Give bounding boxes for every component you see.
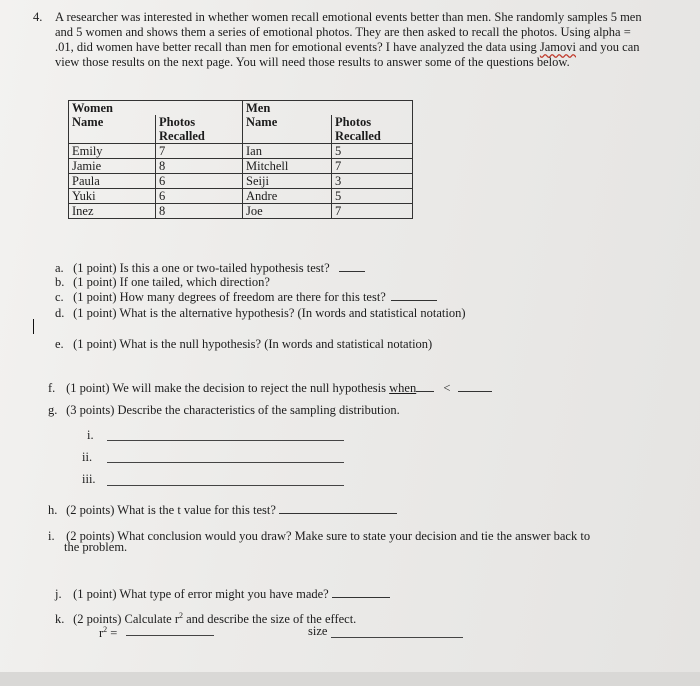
woman-recalled: 6 xyxy=(156,189,243,204)
question-g-iii: iii. xyxy=(82,472,96,486)
header-empty-1 xyxy=(156,101,243,116)
answer-blank-f2[interactable] xyxy=(458,381,492,392)
question-a: a. (1 point) Is this a one or two-tailed hypothesis test? xyxy=(55,261,365,276)
man-name: Ian xyxy=(243,144,332,159)
woman-recalled: 8 xyxy=(156,204,243,219)
answer-blank-a[interactable] xyxy=(339,261,365,272)
answer-line-g-iii[interactable] xyxy=(107,485,344,486)
man-recalled: 5 xyxy=(332,144,413,159)
table-row xyxy=(69,189,413,204)
table-row xyxy=(69,144,413,159)
man-recalled: 3 xyxy=(332,174,413,189)
man-recalled: 5 xyxy=(332,189,413,204)
question-g-i: i. xyxy=(87,428,94,442)
answer-blank-j[interactable] xyxy=(332,587,390,598)
table-header-row-2 xyxy=(69,115,413,144)
answer-blank-c[interactable] xyxy=(391,290,437,301)
table-row xyxy=(69,174,413,189)
page-bottom-shadow xyxy=(0,672,700,686)
r-squared-label: $r^2$ = xyxy=(99,625,118,641)
woman-name: Emily xyxy=(69,144,156,159)
women-photos-recalled-label: Photos Recalled xyxy=(156,115,243,144)
answer-blank-h[interactable] xyxy=(279,503,397,514)
men-name-label: Name xyxy=(243,115,332,144)
men-header: Men xyxy=(243,101,332,116)
man-recalled: 7 xyxy=(332,204,413,219)
intro-text-1: A researcher was interested in whether women recall emotional events better than men. She randomly samples 5 men and 5 women and shows them a series of emotional photos. They are then asked to recall the photos. Using alpha = .01, did women have better recall than men for emotional events? I have analyzed the data using xyxy=(55,10,642,54)
woman-recalled: 7 xyxy=(156,144,243,159)
answer-line-g-i[interactable] xyxy=(107,440,344,441)
header-empty-2 xyxy=(332,101,413,116)
women-name-label: Name xyxy=(69,115,156,144)
woman-name: Inez xyxy=(69,204,156,219)
woman-name: Paula xyxy=(69,174,156,189)
question-h: h. (2 points) What is the t value for this test? xyxy=(48,503,397,518)
intro-text-2: and you can view those results on the next page. You will need those results to answer some of the questions below. xyxy=(55,40,640,69)
question-i: i. (2 points) What conclusion would you draw? Make sure to state your decision and tie the answer back to xyxy=(48,529,591,543)
table-row xyxy=(69,159,413,174)
man-name: Andre xyxy=(243,189,332,204)
answer-line-r-squared[interactable] xyxy=(126,635,214,636)
recall-data-table xyxy=(68,100,413,219)
woman-recalled: 8 xyxy=(156,159,243,174)
question-d: d. (1 point) What is the alternative hypothesis? (In words and statistical notation) xyxy=(55,306,466,320)
question-f: f. (1 point) We will make the decision to reject the null hypothesis when < xyxy=(48,381,492,396)
answer-line-size[interactable] xyxy=(331,637,463,638)
table-row xyxy=(69,204,413,219)
question-b: b. (1 point) If one tailed, which direction? xyxy=(55,275,270,289)
woman-recalled: 6 xyxy=(156,174,243,189)
question-e: e. (1 point) What is the null hypothesis? (In words and statistical notation) xyxy=(55,337,433,351)
question-g-ii: ii. xyxy=(82,450,93,464)
man-recalled: 7 xyxy=(332,159,413,174)
text-cursor xyxy=(33,319,34,334)
question-j: j. (1 point) What type of error might you have made? xyxy=(55,587,390,602)
question-g: g. (3 points) Describe the characteristics of the sampling distribution. xyxy=(48,403,400,417)
problem-intro xyxy=(55,10,645,70)
question-i-continued: the problem. xyxy=(64,540,128,554)
men-photos-recalled-label: Photos Recalled xyxy=(332,115,413,144)
problem-number: 4. xyxy=(33,10,43,24)
table-header-row-1 xyxy=(69,101,413,116)
woman-name: Yuki xyxy=(69,189,156,204)
answer-blank-f1[interactable] xyxy=(416,381,434,392)
question-c: c. (1 point) How many degrees of freedom are there for this test? xyxy=(55,290,437,305)
answer-line-g-ii[interactable] xyxy=(107,462,344,463)
man-name: Mitchell xyxy=(243,159,332,174)
man-name: Joe xyxy=(243,204,332,219)
question-k: k. (2 points) Calculate $r^2$ and describe the size of the effect. xyxy=(55,611,357,627)
man-name: Seiji xyxy=(243,174,332,189)
women-header: Women xyxy=(69,101,156,116)
woman-name: Jamie xyxy=(69,159,156,174)
size-label: size xyxy=(308,624,328,638)
jamovi-word: Jamovi xyxy=(539,40,576,54)
